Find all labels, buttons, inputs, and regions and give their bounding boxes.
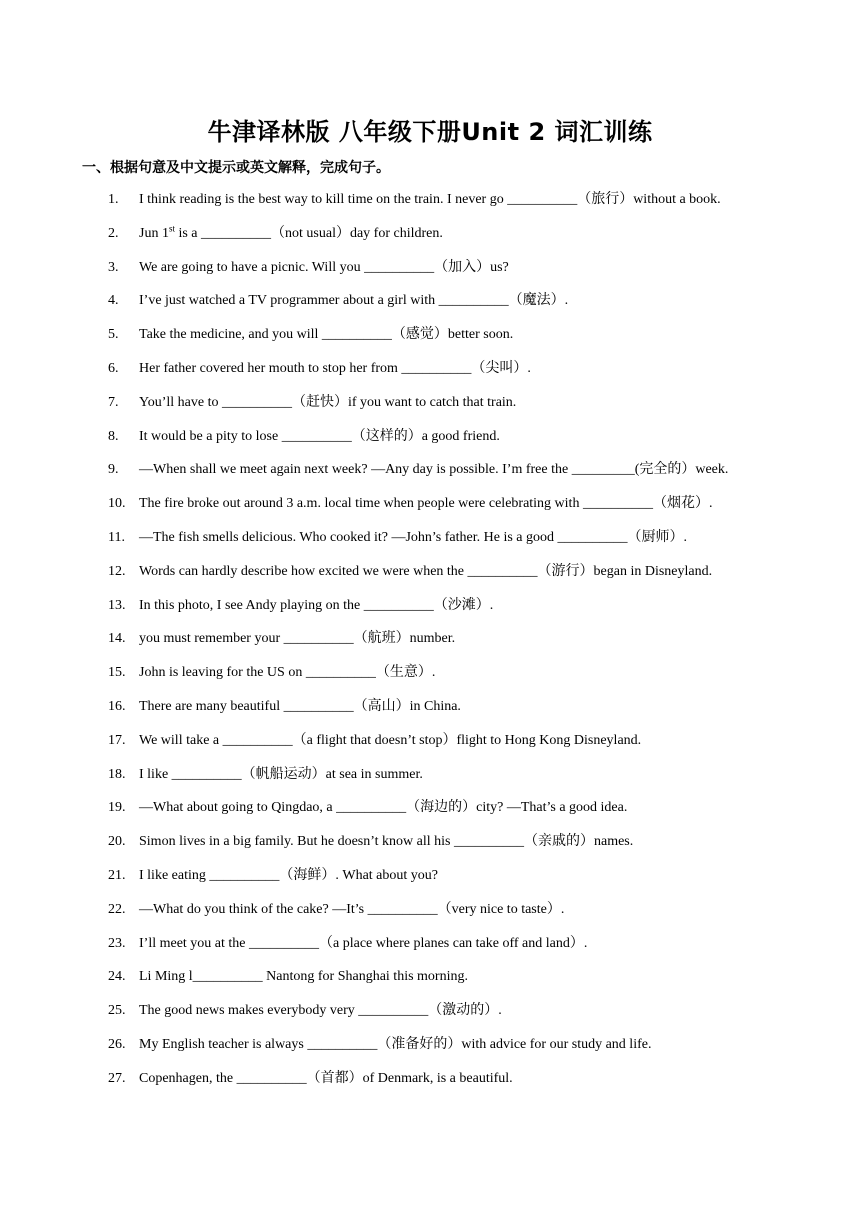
question-number: 9. bbox=[108, 462, 119, 478]
question-number: 27. bbox=[108, 1070, 126, 1086]
question-text: —The fish smells delicious. Who cooked it? —John’s father. He is a good __________（厨师）. bbox=[139, 529, 688, 545]
question-text: I’ve just watched a TV programmer about a girl with __________（魔法）. bbox=[139, 293, 569, 309]
question-item bbox=[0, 1069, 860, 1103]
question-text: I like eating __________（海鲜）. What about you? bbox=[139, 867, 438, 883]
question-number: 10. bbox=[108, 496, 126, 512]
question-text-part: is a __________（not usual）day for children. bbox=[174, 225, 443, 241]
question-number: 18. bbox=[108, 766, 126, 782]
question-number: 15. bbox=[108, 665, 126, 681]
question-item bbox=[0, 359, 860, 393]
question-item bbox=[0, 697, 860, 731]
question-number: 3. bbox=[108, 259, 119, 275]
question-text: There are many beautiful __________（高山）in China. bbox=[139, 698, 461, 714]
question-item bbox=[0, 798, 860, 832]
question-text: Her father covered her mouth to stop her from __________（尖叫）. bbox=[139, 360, 531, 376]
question-number: 16. bbox=[108, 698, 126, 714]
question-item bbox=[0, 562, 860, 596]
question-text: We will take a __________（a flight that doesn’t stop）flight to Hong Kong Disneyland. bbox=[139, 732, 642, 748]
question-item bbox=[0, 427, 860, 461]
question-item bbox=[0, 258, 860, 292]
question-item bbox=[0, 832, 860, 866]
question-item bbox=[0, 291, 860, 325]
question-number: 7. bbox=[108, 394, 119, 410]
question-item bbox=[0, 596, 860, 630]
question-text: you must remember your __________（航班）number. bbox=[139, 631, 456, 647]
question-item bbox=[0, 528, 860, 562]
question-number: 26. bbox=[108, 1036, 126, 1052]
question-text: I’ll meet you at the __________（a place where planes can take off and land）. bbox=[139, 935, 588, 951]
question-number: 13. bbox=[108, 597, 126, 613]
question-item bbox=[0, 1035, 860, 1069]
question-number: 1. bbox=[108, 192, 119, 207]
question-item bbox=[0, 190, 860, 224]
question-text: You’ll have to __________（赶快）if you want to catch that train. bbox=[139, 394, 517, 410]
question-number: 2. bbox=[108, 225, 119, 241]
question-text: I think reading is the best way to kill time on the train. I never go __________（旅行）without a book. bbox=[139, 192, 721, 207]
question-text: Li Ming l__________ Nantong for Shanghai this morning. bbox=[139, 969, 468, 985]
question-text: My English teacher is always __________（准备好的）with advice for our study and life. bbox=[139, 1036, 652, 1052]
question-text: Words can hardly describe how excited we were when the __________（游行）began in Disneyland. bbox=[139, 563, 713, 579]
question-number: 4. bbox=[108, 293, 119, 309]
question-text: We are going to have a picnic. Will you __________（加入）us? bbox=[139, 259, 509, 275]
question-text: The good news makes everybody very __________（激动的）. bbox=[139, 1003, 502, 1019]
question-item bbox=[0, 866, 860, 900]
question-text: John is leaving for the US on __________（生意）. bbox=[139, 665, 436, 681]
question-item bbox=[0, 325, 860, 359]
question-number: 19. bbox=[108, 800, 126, 816]
question-number: 14. bbox=[108, 631, 126, 647]
question-item bbox=[0, 663, 860, 697]
question-number: 8. bbox=[108, 428, 119, 444]
question-item bbox=[0, 765, 860, 799]
question-text bbox=[139, 224, 443, 244]
ordinal-superscript: st bbox=[168, 223, 175, 234]
question-text: —When shall we meet again next week? —Any day is possible. I’m free the _________(完全的）week. bbox=[139, 462, 729, 478]
question-number: 5. bbox=[108, 327, 119, 343]
question-text: In this photo, I see Andy playing on the __________（沙滩）. bbox=[139, 597, 494, 613]
question-number: 23. bbox=[108, 935, 126, 951]
question-item bbox=[0, 934, 860, 968]
question-item bbox=[0, 731, 860, 765]
question-number: 25. bbox=[108, 1003, 126, 1019]
question-item bbox=[0, 460, 860, 494]
question-item bbox=[0, 494, 860, 528]
question-text: The fire broke out around 3 a.m. local time when people were celebrating with __________（烟花）. bbox=[139, 496, 713, 512]
question-item bbox=[0, 224, 860, 258]
question-text: Simon lives in a big family. But he doesn’t know all his __________（亲戚的）names. bbox=[139, 834, 634, 850]
question-number: 17. bbox=[108, 732, 126, 748]
question-text: Copenhagen, the __________（首都）of Denmark, is a beautiful. bbox=[139, 1070, 513, 1086]
question-number: 12. bbox=[108, 563, 126, 579]
question-item bbox=[0, 1001, 860, 1035]
question-text: I like __________（帆船运动）at sea in summer. bbox=[139, 766, 423, 782]
question-number: 6. bbox=[108, 360, 119, 376]
question-item bbox=[0, 629, 860, 663]
question-number: 21. bbox=[108, 867, 126, 883]
section-heading: 一、根据句意及中文提示或英文解释，完成句子。 bbox=[82, 160, 390, 176]
question-item bbox=[0, 967, 860, 1001]
question-text: —What about going to Qingdao, a __________（海边的）city? —That’s a good idea. bbox=[139, 800, 628, 816]
question-item bbox=[0, 393, 860, 427]
question-list bbox=[0, 190, 860, 1103]
question-number: 24. bbox=[108, 969, 126, 985]
question-number: 22. bbox=[108, 901, 126, 917]
question-text: It would be a pity to lose __________（这样的）a good friend. bbox=[139, 428, 500, 444]
question-item bbox=[0, 900, 860, 934]
question-number: 11. bbox=[108, 529, 125, 545]
page-title: 牛津译林版 八年级下册Unit 2 词汇训练 bbox=[207, 118, 653, 146]
question-text-part: Jun 1 bbox=[139, 225, 169, 241]
question-text: —What do you think of the cake? —It’s __________（very nice to taste）. bbox=[139, 901, 565, 917]
question-number: 20. bbox=[108, 834, 126, 850]
question-text: Take the medicine, and you will __________（感觉）better soon. bbox=[139, 327, 514, 343]
